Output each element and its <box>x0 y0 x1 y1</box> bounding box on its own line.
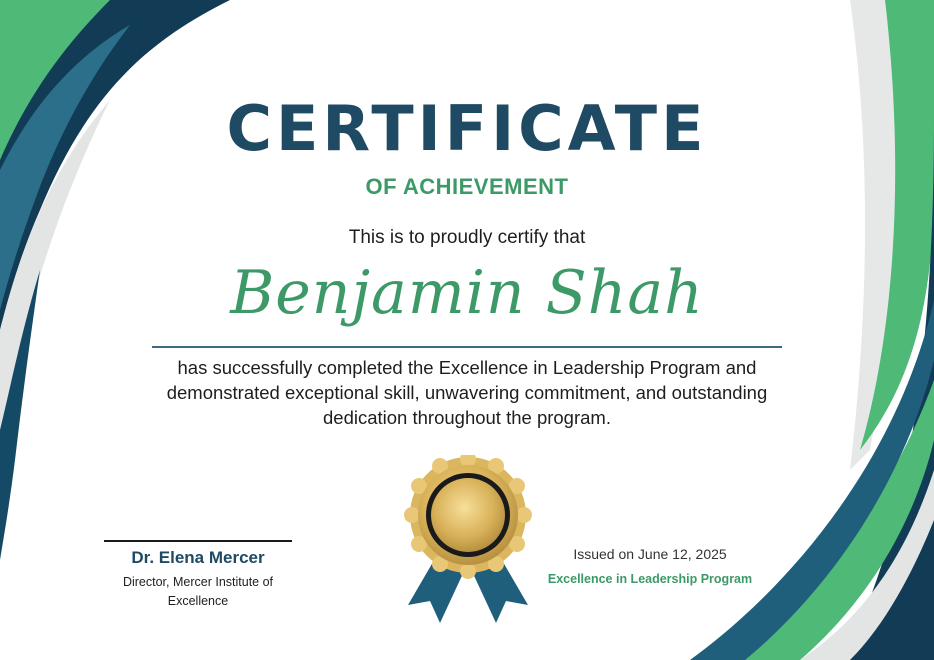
signatory-role-line: Director, Mercer Institute of <box>122 575 274 589</box>
signatory-name: Dr. Elena Mercer <box>131 548 265 567</box>
certificate-title: CERTIFICATE <box>226 92 708 165</box>
certificate-subtitle: OF ACHIEVEMENT <box>365 174 569 199</box>
achievement-description <box>0 355 934 430</box>
issue-date: Issued on June 12, 2025 <box>573 546 727 562</box>
description-line: demonstrated exceptional skill, unwavering commitment, and outstanding <box>166 382 768 403</box>
name-underline <box>152 346 782 348</box>
recipient-name: Benjamin Shah <box>230 258 704 328</box>
description-line: has successfully completed the Excellence in Leadership Program and <box>177 357 757 378</box>
description-line: dedication throughout the program. <box>323 407 611 428</box>
gold-medal-seal-icon <box>400 455 536 630</box>
certify-lead-text: This is to proudly certify that <box>348 227 586 248</box>
signature-line <box>104 540 292 542</box>
program-name: Excellence in Leadership Program <box>547 572 753 586</box>
signatory-role <box>104 573 292 611</box>
signatory-role-line: Excellence <box>167 594 229 608</box>
